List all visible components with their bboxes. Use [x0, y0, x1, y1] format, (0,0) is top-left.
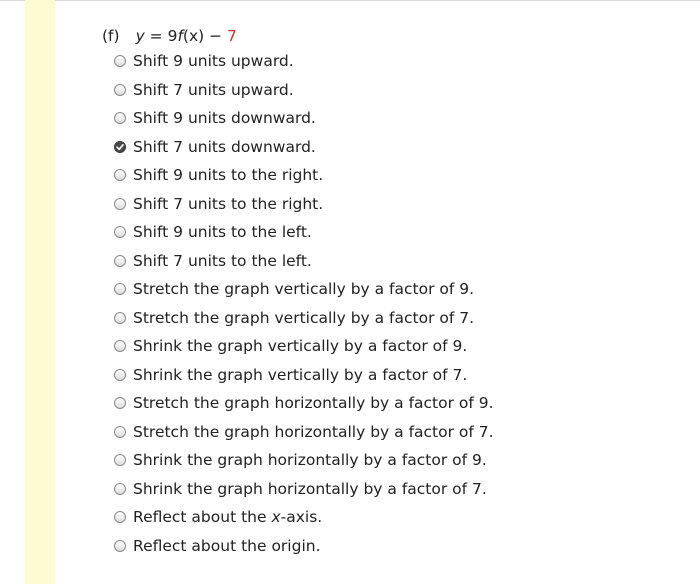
option-shift-9-up[interactable] [114, 47, 494, 76]
radio-button[interactable] [114, 84, 126, 96]
radio-button[interactable] [114, 226, 126, 238]
top-divider [0, 0, 700, 1]
checkmark-icon [116, 143, 124, 151]
option-label: Shift 7 units to the left. [133, 251, 312, 270]
option-shrink-vertical-7[interactable] [114, 361, 494, 390]
radio-button[interactable] [114, 540, 126, 552]
option-label: Shift 9 units upward. [133, 52, 294, 71]
radio-button[interactable] [114, 55, 126, 67]
radio-button[interactable] [114, 483, 126, 495]
option-label: Shift 7 units downward. [133, 137, 316, 156]
option-label: Shift 7 units upward. [133, 80, 294, 99]
option-label: Shrink the graph vertically by a factor of 9. [133, 337, 468, 356]
option-label: Shift 9 units to the left. [133, 223, 312, 242]
radio-button[interactable] [114, 312, 126, 324]
option-label: Reflect about the origin. [133, 536, 321, 555]
radio-button[interactable] [114, 454, 126, 466]
option-stretch-horizontal-9[interactable] [114, 389, 494, 418]
option-stretch-horizontal-7[interactable] [114, 418, 494, 447]
option-label: Stretch the graph horizontally by a factor of 9. [133, 394, 494, 413]
option-label: Shift 7 units to the right. [133, 194, 324, 213]
option-label: Shrink the graph horizontally by a factor of 9. [133, 451, 487, 470]
option-shift-7-up[interactable] [114, 76, 494, 105]
option-label: Shrink the graph vertically by a factor of 7. [133, 365, 468, 384]
equation-constant: 7 [227, 27, 237, 45]
radio-button[interactable] [114, 369, 126, 381]
option-shrink-horizontal-9[interactable] [114, 446, 494, 475]
radio-button[interactable] [114, 340, 126, 352]
radio-button[interactable] [114, 397, 126, 409]
option-shift-7-right[interactable] [114, 190, 494, 219]
radio-button-checked[interactable] [114, 141, 126, 153]
option-shift-9-right[interactable] [114, 161, 494, 190]
option-stretch-vertical-7[interactable] [114, 304, 494, 333]
radio-button[interactable] [114, 255, 126, 267]
radio-button[interactable] [114, 511, 126, 523]
option-shrink-vertical-9[interactable] [114, 332, 494, 361]
radio-button[interactable] [114, 426, 126, 438]
option-label: Stretch the graph horizontally by a factor of 7. [133, 422, 494, 441]
option-stretch-vertical-9[interactable] [114, 275, 494, 304]
radio-button[interactable] [114, 283, 126, 295]
answer-options [114, 47, 494, 560]
radio-button[interactable] [114, 112, 126, 124]
option-shrink-horizontal-7[interactable] [114, 475, 494, 504]
option-reflect-origin[interactable] [114, 532, 494, 561]
option-label: Shift 9 units to the right. [133, 166, 324, 185]
equation: y = 9f(x) − 7 [135, 27, 237, 45]
option-reflect-x-axis[interactable] [114, 503, 494, 532]
option-shift-9-down[interactable] [114, 104, 494, 133]
option-label: Stretch the graph vertically by a factor of 7. [133, 308, 475, 327]
option-shift-7-left[interactable] [114, 247, 494, 276]
option-label: Shift 9 units downward. [133, 109, 316, 128]
question-header [102, 26, 237, 46]
question-label: (f) [102, 27, 120, 45]
radio-button[interactable] [114, 169, 126, 181]
answer-margin-strip [25, 0, 55, 584]
option-label: Reflect about the x-axis. [133, 508, 323, 527]
radio-button[interactable] [114, 198, 126, 210]
option-label: Shrink the graph horizontally by a factor of 7. [133, 479, 487, 498]
option-shift-9-left[interactable] [114, 218, 494, 247]
option-shift-7-down[interactable] [114, 133, 494, 162]
option-label: Stretch the graph vertically by a factor of 9. [133, 280, 475, 299]
